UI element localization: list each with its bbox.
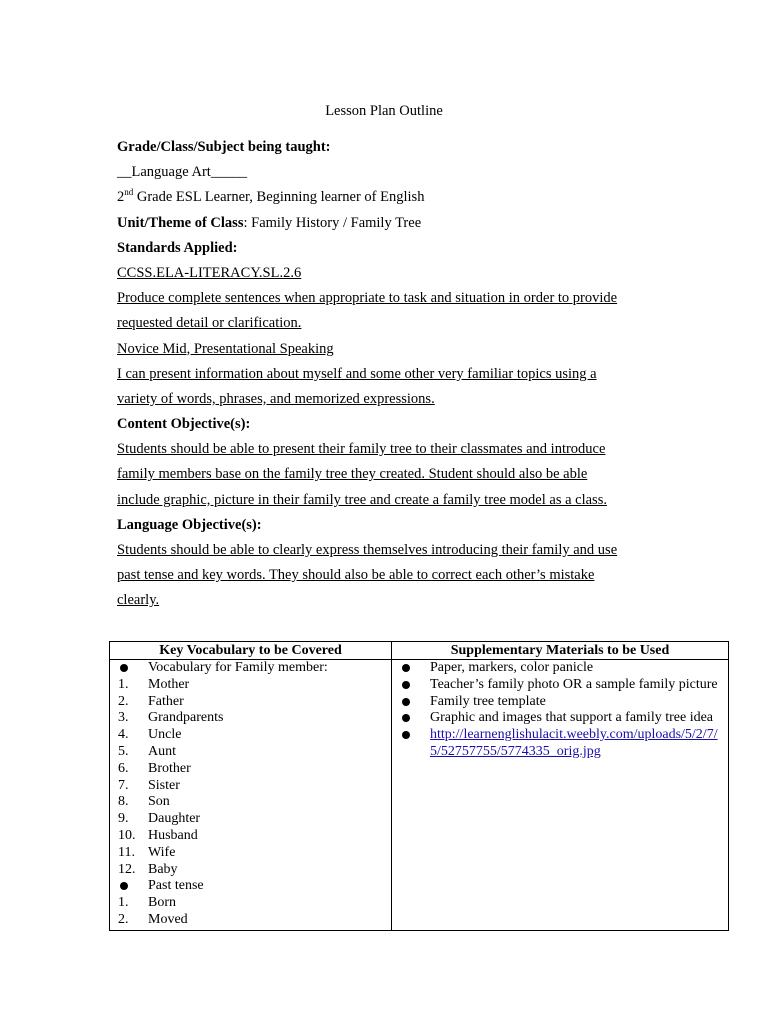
vocabulary-text: Wife: [148, 844, 176, 860]
list-number: 4.: [118, 727, 129, 743]
vocabulary-item: [117, 878, 384, 895]
subject-line: __Language Art_____: [117, 164, 248, 181]
list-number: 8.: [118, 794, 129, 810]
materials-item: [399, 660, 721, 677]
vocabulary-text: Brother: [148, 760, 191, 776]
standard-code: CCSS.ELA-LITERACY.SL.2.6: [117, 264, 302, 281]
page-title: Lesson Plan Outline: [325, 103, 443, 119]
list-number: 3.: [118, 710, 129, 726]
materials-text: Teacher’s family photo OR a sample family picture: [430, 676, 718, 692]
grade-label: Grade/Class/Subject being taught:: [117, 139, 331, 155]
bullet-icon: [120, 882, 128, 890]
vocabulary-item: [117, 845, 384, 862]
vocabulary-text: Aunt: [148, 743, 176, 759]
vocabulary-header: Key Vocabulary to be Covered: [110, 642, 392, 660]
list-marker: [400, 694, 410, 712]
unit-label: Unit/Theme of Class: [117, 214, 244, 231]
vocabulary-cell: [110, 660, 392, 931]
vocabulary-text: Moved: [148, 911, 188, 927]
materials-item: [399, 694, 721, 711]
list-number: 11.: [118, 844, 135, 860]
vocabulary-materials-table: [109, 641, 729, 931]
list-number: 1.: [118, 676, 129, 692]
vocabulary-item: [117, 778, 384, 795]
materials-item: [399, 677, 721, 694]
unit-line: [117, 213, 677, 238]
vocabulary-text: Uncle: [148, 727, 182, 743]
vocabulary-item: [117, 811, 384, 828]
list-number: 10.: [118, 827, 136, 843]
bullet-icon: [402, 698, 410, 706]
list-marker: [118, 878, 128, 896]
grade-number: 2: [117, 189, 125, 206]
vocabulary-item: [117, 727, 384, 744]
list-number: 7.: [118, 777, 129, 793]
content-objective-text: Students should be able to present their family tree to their classmates and introduce: [117, 441, 606, 458]
list-number: 1.: [118, 895, 129, 911]
materials-cell: [392, 660, 729, 931]
language-objective-text: past tense and key words. They should also be able to correct each other’s mistake: [117, 567, 595, 584]
standard-can-do: variety of words, phrases, and memorized expressions.: [117, 390, 435, 407]
grade-line: [117, 187, 677, 212]
list-marker: [400, 660, 410, 678]
vocabulary-text: Mother: [148, 676, 190, 692]
vocabulary-text: Sister: [148, 777, 180, 793]
list-number: 5.: [118, 743, 129, 759]
vocabulary-item: [117, 660, 384, 677]
vocabulary-text: Past tense: [148, 878, 204, 894]
content-objective-label: Content Objective(s):: [117, 416, 251, 433]
vocabulary-item: [117, 761, 384, 778]
vocabulary-item: [117, 895, 384, 912]
lesson-details: [117, 137, 677, 616]
vocabulary-item: [117, 794, 384, 811]
materials-text: Paper, markers, color panicle: [430, 660, 594, 675]
list-marker: [118, 660, 128, 678]
list-number: 12.: [118, 861, 136, 877]
language-objective-label: Language Objective(s):: [117, 516, 262, 533]
content-objective-text: include graphic, picture in their family tree and create a family tree model as a class.: [117, 491, 607, 508]
grade-ordinal: nd: [124, 187, 134, 198]
vocabulary-item: [117, 677, 384, 694]
standards-label: Standards Applied:: [117, 239, 238, 256]
bullet-icon: [402, 731, 410, 739]
language-objective-text: Students should be able to clearly express themselves introducing their family and use: [117, 542, 618, 558]
vocabulary-text: Baby: [148, 861, 178, 877]
list-number: 2.: [118, 911, 129, 927]
bullet-icon: [120, 664, 128, 672]
materials-item: [399, 710, 721, 727]
materials-list: [399, 660, 721, 761]
bullet-icon: [402, 681, 410, 689]
vocabulary-text: Son: [148, 794, 170, 810]
vocabulary-item: [117, 710, 384, 727]
list-marker: [400, 727, 410, 745]
image-link[interactable]: http://learnenglishulacit.weebly.com/uploads/5/2/7/5/52757755/5774335_orig.jpg: [430, 727, 718, 759]
vocabulary-item: [117, 744, 384, 761]
standard-level: Novice Mid, Presentational Speaking: [117, 340, 334, 357]
bullet-icon: [402, 714, 410, 722]
materials-header: Supplementary Materials to be Used: [392, 642, 729, 660]
bullet-icon: [402, 664, 410, 672]
vocabulary-text: Daughter: [148, 811, 201, 827]
standard-text: Produce complete sentences when appropriate to task and situation in order to provide: [117, 290, 618, 307]
language-objective-text: clearly.: [117, 592, 160, 609]
vocabulary-text: Born: [148, 895, 176, 911]
vocabulary-text: Vocabulary for Family member:: [148, 660, 328, 675]
standard-text: requested detail or clarification.: [117, 315, 302, 332]
vocabulary-item: [117, 828, 384, 845]
unit-value: : Family History / Family Tree: [243, 214, 422, 231]
vocabulary-text: Father: [148, 693, 184, 709]
grade-description: Grade ESL Learner, Beginning learner of English: [133, 189, 425, 206]
materials-item-link: [399, 727, 721, 761]
content-objective-text: family members base on the family tree they created. Student should also be able: [117, 466, 588, 483]
vocabulary-text: Husband: [148, 827, 198, 843]
list-marker: [400, 710, 410, 728]
vocabulary-list: [117, 660, 384, 929]
standard-can-do: I can present information about myself and some other very familiar topics using a: [117, 365, 597, 382]
vocabulary-item: [117, 694, 384, 711]
list-number: 6.: [118, 760, 129, 776]
vocabulary-item: [117, 912, 384, 929]
list-marker: [400, 677, 410, 695]
vocabulary-text: Grandparents: [148, 710, 224, 726]
vocabulary-item: [117, 862, 384, 879]
materials-text: Family tree template: [430, 693, 546, 709]
materials-text: Graphic and images that support a family tree idea: [430, 710, 714, 726]
list-number: 9.: [118, 811, 129, 827]
list-number: 2.: [118, 693, 129, 709]
